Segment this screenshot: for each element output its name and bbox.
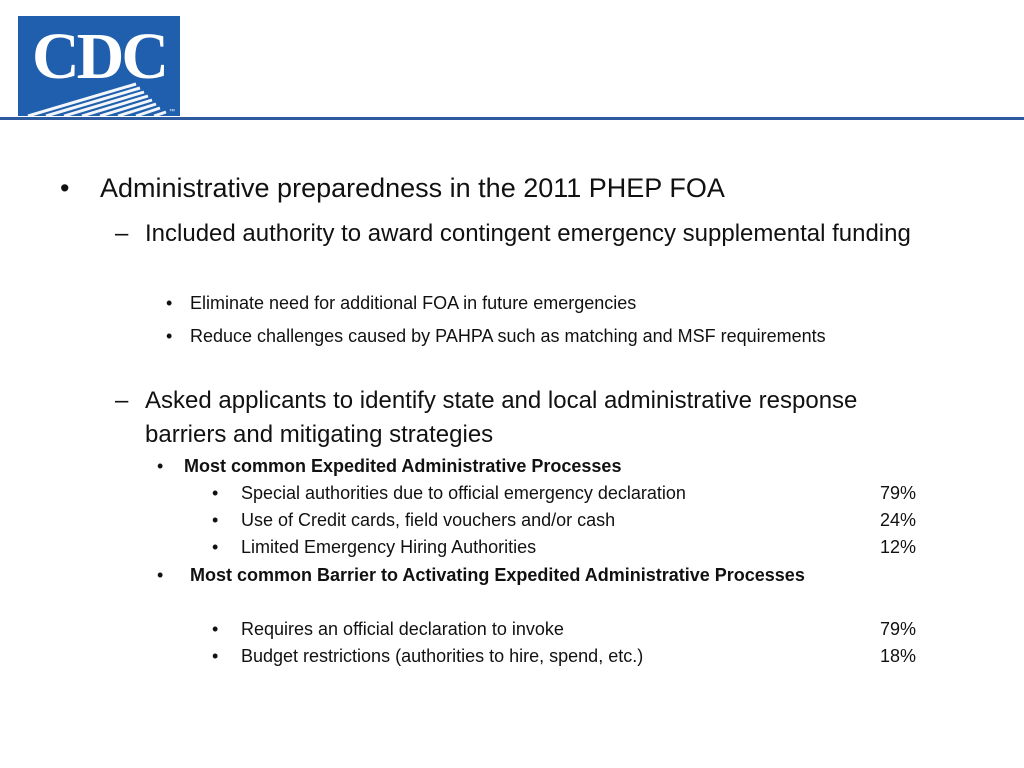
list-item xyxy=(166,323,866,349)
list-item xyxy=(212,480,852,507)
list-item-text: Eliminate need for additional FOA in future emergencies xyxy=(190,293,637,313)
dash-marker: – xyxy=(115,220,129,247)
list-item-label: Requires an official declaration to invoke xyxy=(241,619,564,639)
bullet-marker: • xyxy=(212,537,219,557)
list-item-label: Special authorities due to official emergency declaration xyxy=(241,483,686,503)
list-item xyxy=(212,616,852,643)
bullet-marker: • xyxy=(212,646,219,666)
sub-bullet-2 xyxy=(115,384,895,452)
bullet-marker: • xyxy=(212,619,219,639)
bullet-marker: • xyxy=(157,565,164,585)
list-item xyxy=(212,507,852,534)
percent-value: 79% xyxy=(880,483,917,503)
svg-text:™: ™ xyxy=(169,109,175,115)
dash-marker: – xyxy=(115,387,129,414)
bullet-marker: • xyxy=(212,510,219,530)
main-bullet xyxy=(60,171,960,205)
cdc-logo xyxy=(18,16,180,116)
svg-text:CDC: CDC xyxy=(32,20,166,93)
header-rule xyxy=(0,117,1024,120)
list-item-label: Limited Emergency Hiring Authorities xyxy=(241,537,537,557)
list-item-label: Budget restrictions (authorities to hire, spend, etc.) xyxy=(241,646,644,666)
percent-value: 79% xyxy=(880,619,917,639)
sub-bullet-2-text: Asked applicants to identify state and local administrative response barriers and mitigating strategies xyxy=(145,387,858,448)
group-2-heading: Most common Barrier to Activating Expedited Administrative Processes xyxy=(190,565,805,585)
percent-value: 24% xyxy=(880,510,917,530)
list-item-text: Reduce challenges caused by PAHPA such as matching and MSF requirements xyxy=(190,326,826,346)
list-item xyxy=(212,643,852,670)
bullet-marker: • xyxy=(212,483,219,503)
list-item xyxy=(212,534,852,561)
bullet-marker: • xyxy=(166,293,173,313)
main-point-text: Administrative preparedness in the 2011 PHEP FOA xyxy=(100,173,725,203)
list-item-label: Use of Credit cards, field vouchers and/or cash xyxy=(241,510,616,530)
bullet-marker: • xyxy=(60,173,70,203)
group-1-heading: Most common Expedited Administrative Processes xyxy=(184,456,622,476)
list-item xyxy=(166,290,926,316)
group-heading xyxy=(157,453,877,480)
percent-value: 18% xyxy=(880,646,917,666)
percent-value: 12% xyxy=(880,537,917,557)
group-heading xyxy=(157,562,857,589)
sub-bullet-1-text: Included authority to award contingent emergency supplemental funding xyxy=(145,220,911,247)
bullet-marker: • xyxy=(157,456,164,476)
bullet-marker: • xyxy=(166,326,173,346)
sub-bullet-1 xyxy=(115,217,975,251)
